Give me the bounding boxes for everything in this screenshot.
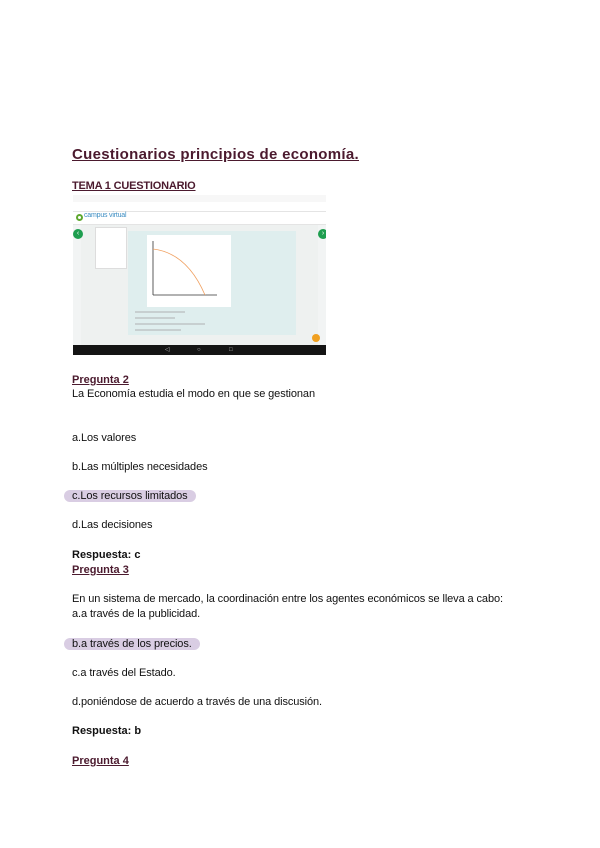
prev-arrow-icon: ‹ <box>73 229 83 239</box>
question-3-label: Pregunta 3 <box>72 564 129 576</box>
question-3-answer: Respuesta: b <box>72 725 142 737</box>
android-nav-bar <box>73 345 326 355</box>
campus-header <box>73 212 326 225</box>
question-2-option-c <box>72 490 196 502</box>
highlighted-answer: c.Los recursos limitados <box>64 490 196 502</box>
highlighted-answer: b.a través de los precios. <box>64 638 200 650</box>
question-3-option-a: a.a través de la publicidad. <box>72 608 201 620</box>
ppf-chart-image <box>147 235 231 307</box>
recents-icon: □ <box>229 347 233 353</box>
question-3-text: En un sistema de mercado, la coordinación entre los agentes económicos se lleva a cabo: <box>72 593 503 605</box>
help-bubble-icon <box>312 334 320 342</box>
question-2-answer: Respuesta: c <box>72 549 141 561</box>
document-title: Cuestionarios principios de economía. <box>72 146 359 163</box>
question-2-option-a: a.Los valores <box>72 432 137 444</box>
option-line <box>135 317 175 319</box>
home-icon: ○ <box>197 347 201 353</box>
next-arrow-icon: › <box>318 229 326 239</box>
option-line <box>135 311 185 313</box>
question-3-option-d: d.poniéndose de acuerdo a través de una discusión. <box>72 696 323 708</box>
campus-logo-icon <box>76 214 83 221</box>
browser-url-bar <box>73 202 326 212</box>
question-2-label: Pregunta 2 <box>72 374 129 386</box>
ppf-curve-graphic <box>147 235 231 307</box>
option-line <box>135 329 181 331</box>
embedded-screenshot <box>73 195 326 355</box>
section-title: TEMA 1 CUESTIONARIO <box>72 180 196 192</box>
quiz-nav-panel <box>95 227 127 269</box>
question-3-option-b <box>72 638 200 650</box>
back-icon: ◁ <box>165 347 170 353</box>
question-2-option-d: d.Las decisiones <box>72 519 153 531</box>
status-bar <box>73 195 326 202</box>
question-4-label: Pregunta 4 <box>72 755 129 767</box>
campus-logo-text: campus virtual <box>84 212 127 219</box>
question-2-option-b: b.Las múltiples necesidades <box>72 461 208 473</box>
question-3-option-c: c.a través del Estado. <box>72 667 176 679</box>
option-line <box>135 323 205 325</box>
question-2-text: La Economía estudia el modo en que se gestionan <box>72 388 315 400</box>
